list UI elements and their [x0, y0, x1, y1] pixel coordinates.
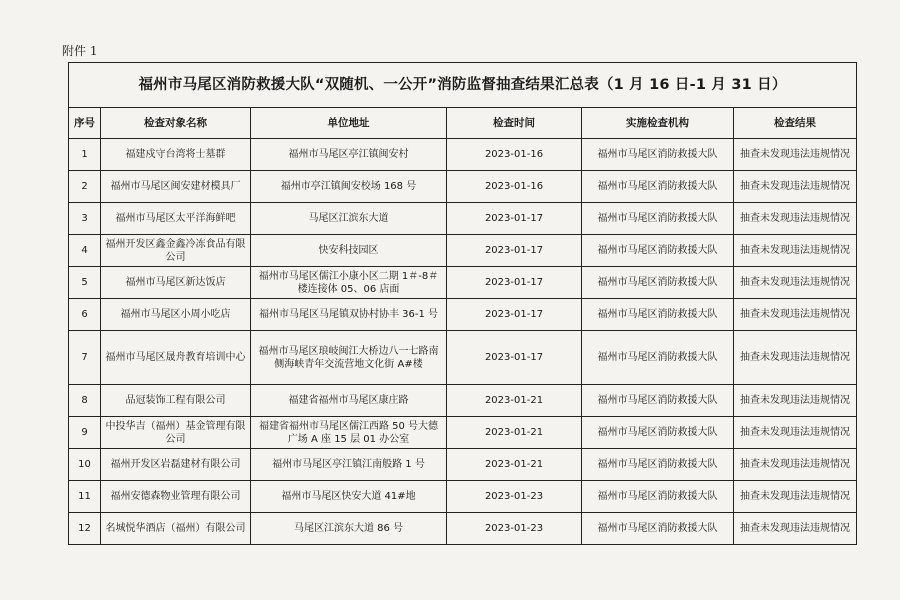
inspected-entity-cell: 福州开发区鑫金鑫冷冻食品有限公司	[101, 235, 251, 267]
row-number-cell: 9	[69, 417, 101, 449]
table-row	[69, 235, 857, 267]
unit-address-cell: 快安科技园区	[251, 235, 447, 267]
inspected-entity-cell: 福州市马尾区小周小吃店	[101, 299, 251, 331]
inspection-result-cell: 抽查未发现违法违规情况	[734, 299, 857, 331]
inspection-result-cell: 抽查未发现违法违规情况	[734, 385, 857, 417]
inspection-date-cell: 2023-01-16	[447, 171, 582, 203]
inspecting-agency-cell: 福州市马尾区消防救援大队	[582, 513, 734, 545]
table-row	[69, 171, 857, 203]
inspection-date-cell: 2023-01-17	[447, 267, 582, 299]
table-row	[69, 385, 857, 417]
column-header-date: 检查时间	[447, 108, 582, 139]
inspecting-agency-cell: 福州市马尾区消防救援大队	[582, 385, 734, 417]
table-row	[69, 417, 857, 449]
row-number-cell: 8	[69, 385, 101, 417]
unit-address-cell: 马尾区江滨东大道 86 号	[251, 513, 447, 545]
unit-address-cell: 福州市马尾区亭江镇闽安村	[251, 139, 447, 171]
table-row	[69, 203, 857, 235]
inspecting-agency-cell: 福州市马尾区消防救援大队	[582, 203, 734, 235]
inspection-result-cell: 抽查未发现违法违规情况	[734, 331, 857, 385]
table-body	[69, 139, 857, 545]
unit-address-cell: 福建省福州市马尾区康庄路	[251, 385, 447, 417]
inspecting-agency-cell: 福州市马尾区消防救援大队	[582, 417, 734, 449]
inspecting-agency-cell: 福州市马尾区消防救援大队	[582, 299, 734, 331]
inspection-date-cell: 2023-01-16	[447, 139, 582, 171]
unit-address-cell: 福州市马尾区琅岐闽江大桥边八一七路南侧海峡青年交流营地文化街 A#楼	[251, 331, 447, 385]
inspection-result-cell: 抽查未发现违法违规情况	[734, 203, 857, 235]
inspection-date-cell: 2023-01-23	[447, 481, 582, 513]
column-header-address: 单位地址	[251, 108, 447, 139]
table-row	[69, 449, 857, 481]
inspection-date-cell: 2023-01-23	[447, 513, 582, 545]
inspection-result-cell: 抽查未发现违法违规情况	[734, 139, 857, 171]
table-title: 福州市马尾区消防救援大队“双随机、一公开”消防监督抽查结果汇总表（1 月 16 日-1 月 31 日）	[69, 63, 857, 108]
unit-address-cell: 福州市马尾区儒江小康小区二期 1＃-8＃楼连接体 05、06 店面	[251, 267, 447, 299]
row-number-cell: 7	[69, 331, 101, 385]
inspecting-agency-cell: 福州市马尾区消防救援大队	[582, 331, 734, 385]
inspected-entity-cell: 中投华吉（福州）基金管理有限公司	[101, 417, 251, 449]
unit-address-cell: 福州市马尾区马尾镇双协村协丰 36-1 号	[251, 299, 447, 331]
inspecting-agency-cell: 福州市马尾区消防救援大队	[582, 171, 734, 203]
row-number-cell: 10	[69, 449, 101, 481]
inspection-date-cell: 2023-01-21	[447, 385, 582, 417]
inspection-result-cell: 抽查未发现违法违规情况	[734, 171, 857, 203]
unit-address-cell: 福建省福州市马尾区儒江西路 50 号大德广场 A 座 15 层 01 办公室	[251, 417, 447, 449]
table-row	[69, 513, 857, 545]
inspecting-agency-cell: 福州市马尾区消防救援大队	[582, 139, 734, 171]
inspected-entity-cell: 福州市马尾区晟舟教育培训中心	[101, 331, 251, 385]
table-row	[69, 299, 857, 331]
inspection-result-cell: 抽查未发现违法违规情况	[734, 267, 857, 299]
inspected-entity-cell: 名城悦华酒店（福州）有限公司	[101, 513, 251, 545]
inspected-entity-cell: 福州安德森物业管理有限公司	[101, 481, 251, 513]
column-header-no: 序号	[69, 108, 101, 139]
row-number-cell: 2	[69, 171, 101, 203]
column-header-name: 检查对象名称	[101, 108, 251, 139]
inspected-entity-cell: 福州市马尾区太平洋海鲜吧	[101, 203, 251, 235]
column-header-agency: 实施检查机构	[582, 108, 734, 139]
attachment-label: 附件 1	[62, 44, 98, 58]
inspection-date-cell: 2023-01-17	[447, 203, 582, 235]
inspection-result-cell: 抽查未发现违法违规情况	[734, 513, 857, 545]
inspecting-agency-cell: 福州市马尾区消防救援大队	[582, 267, 734, 299]
inspected-entity-cell: 福州市马尾区新达饭店	[101, 267, 251, 299]
unit-address-cell: 福州市马尾区亭江镇江南般路 1 号	[251, 449, 447, 481]
inspection-date-cell: 2023-01-17	[447, 235, 582, 267]
inspection-date-cell: 2023-01-17	[447, 331, 582, 385]
table-row	[69, 267, 857, 299]
inspected-entity-cell: 福州市马尾区闽安建材模具厂	[101, 171, 251, 203]
table-row	[69, 481, 857, 513]
inspecting-agency-cell: 福州市马尾区消防救援大队	[582, 449, 734, 481]
inspection-results-table	[68, 62, 857, 545]
unit-address-cell: 福州市亭江镇闽安校场 168 号	[251, 171, 447, 203]
unit-address-cell: 马尾区江滨东大道	[251, 203, 447, 235]
inspection-date-cell: 2023-01-21	[447, 417, 582, 449]
table-row	[69, 139, 857, 171]
row-number-cell: 3	[69, 203, 101, 235]
inspecting-agency-cell: 福州市马尾区消防救援大队	[582, 235, 734, 267]
inspection-date-cell: 2023-01-17	[447, 299, 582, 331]
header-row	[69, 108, 857, 139]
inspected-entity-cell: 福建戍守台湾将士墓群	[101, 139, 251, 171]
row-number-cell: 4	[69, 235, 101, 267]
inspected-entity-cell: 品冠装饰工程有限公司	[101, 385, 251, 417]
row-number-cell: 6	[69, 299, 101, 331]
row-number-cell: 5	[69, 267, 101, 299]
inspection-result-cell: 抽查未发现违法违规情况	[734, 417, 857, 449]
inspected-entity-cell: 福州开发区岩磊建材有限公司	[101, 449, 251, 481]
inspecting-agency-cell: 福州市马尾区消防救援大队	[582, 481, 734, 513]
table-row	[69, 331, 857, 385]
inspection-result-cell: 抽查未发现违法违规情况	[734, 235, 857, 267]
row-number-cell: 1	[69, 139, 101, 171]
inspection-result-cell: 抽查未发现违法违规情况	[734, 449, 857, 481]
row-number-cell: 12	[69, 513, 101, 545]
row-number-cell: 11	[69, 481, 101, 513]
inspection-date-cell: 2023-01-21	[447, 449, 582, 481]
unit-address-cell: 福州市马尾区快安大道 41#地	[251, 481, 447, 513]
inspection-result-cell: 抽查未发现违法违规情况	[734, 481, 857, 513]
column-header-result: 检查结果	[734, 108, 857, 139]
